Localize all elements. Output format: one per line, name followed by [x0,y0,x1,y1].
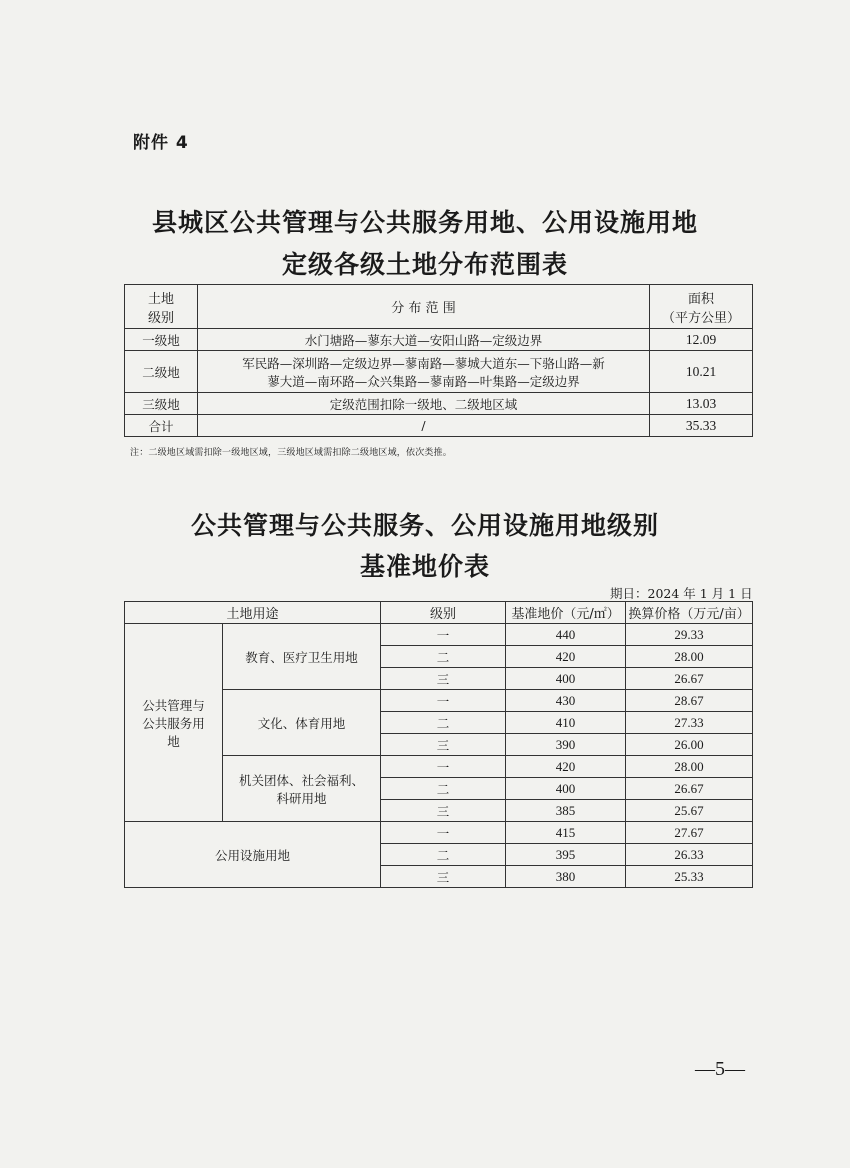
attachment-label: 附件 4 [133,133,189,153]
row-price: 420 [506,646,626,668]
row-level: 二 [381,646,506,668]
row-price: 385 [506,800,626,822]
row-area: 10.21 [650,351,753,393]
row-range: / [198,415,650,437]
row-price: 390 [506,734,626,756]
row-level: 二 [381,778,506,800]
group-label-line1: 公共管理与 [142,697,205,713]
header-land-use: 土地用途 [125,602,381,624]
row-price: 415 [506,822,626,844]
table2-title-line1: 公共管理与公共服务、公用设施用地级别 [190,511,659,540]
header-range: 分 布 范 围 [198,285,650,329]
row-level: 二 [381,712,506,734]
table-row [125,624,753,646]
row-converted: 25.67 [626,800,753,822]
row-range-line2: 蓼大道—南环路—众兴集路—蓼南路—叶集路—定级边界 [267,373,580,389]
row-area: 12.09 [650,329,753,351]
row-converted: 26.33 [626,844,753,866]
header-area-line1: 面积 [687,291,714,307]
row-level: 三 [381,734,506,756]
table-row [125,393,753,415]
row-range: 定级范围扣除一级地、二级地区域 [198,393,650,415]
subcategory-culture-sports: 文化、体育用地 [223,690,381,756]
row-converted: 28.67 [626,690,753,712]
row-price: 420 [506,756,626,778]
row-price: 400 [506,668,626,690]
row-level: 一 [381,690,506,712]
row-level: 合计 [125,415,198,437]
header-land-level-line1: 土地 [147,291,174,307]
row-converted: 25.33 [626,866,753,888]
row-level: 一 [381,822,506,844]
row-level: 一 [381,756,506,778]
distribution-range-table [124,284,753,437]
row-level: 三 [381,866,506,888]
header-area-line2: （平方公里） [661,310,740,326]
land-use-group-public-service [125,624,223,822]
row-range: 水门塘路—蓼东大道—安阳山路—定级边界 [198,329,650,351]
row-converted: 28.00 [626,646,753,668]
row-range [198,351,650,393]
table1-note: 注：二级地区域需扣除一级地区域，三级地区域需扣除二级地区域，依次类推。 [130,448,453,458]
table-header-row [125,602,753,624]
row-price: 395 [506,844,626,866]
row-level: 三 [381,668,506,690]
group-label-line3: 地 [167,733,180,749]
land-use-group-utilities: 公用设施用地 [125,822,381,888]
row-converted: 26.67 [626,668,753,690]
row-converted: 26.00 [626,734,753,756]
row-range-line1: 军民路—深圳路—定级边界—蓼南路—蓼城大道东—下骆山路—新 [242,355,605,371]
valuation-date: 期日：2024 年 1 月 1 日 [610,586,753,601]
table-row [125,351,753,393]
row-converted: 27.67 [626,822,753,844]
row-converted: 26.67 [626,778,753,800]
row-level: 三级地 [125,393,198,415]
row-area: 35.33 [650,415,753,437]
table-row-total [125,415,753,437]
row-level: 二级地 [125,351,198,393]
subcategory-line1: 机关团体、社会福利、 [239,772,365,788]
header-land-level-line2: 级别 [147,310,174,326]
table-row [125,822,753,844]
header-area [650,285,753,329]
row-price: 400 [506,778,626,800]
header-benchmark-price: 基准地价（元/㎡） [506,602,626,624]
header-land-level [125,285,198,329]
table1-title-line2: 定级各级土地分布范围表 [281,250,568,279]
group-label-line2: 公共服务用 [142,715,205,731]
row-level: 一 [381,624,506,646]
row-price: 440 [506,624,626,646]
header-converted-price: 换算价格（万元/亩） [626,602,753,624]
subcategory-line2: 科研用地 [276,790,327,806]
row-price: 410 [506,712,626,734]
row-level: 二 [381,844,506,866]
table-row [125,329,753,351]
row-level: 三 [381,800,506,822]
row-price: 380 [506,866,626,888]
row-price: 430 [506,690,626,712]
table2-title-line2: 基准地价表 [359,552,490,581]
header-level: 级别 [381,602,506,624]
subcategory-education-medical: 教育、医疗卫生用地 [223,624,381,690]
row-converted: 29.33 [626,624,753,646]
row-converted: 27.33 [626,712,753,734]
row-level: 一级地 [125,329,198,351]
row-converted: 28.00 [626,756,753,778]
row-area: 13.03 [650,393,753,415]
subcategory-government-welfare-research [223,756,381,822]
table-header-row [125,285,753,329]
page-number: —5— [695,1058,745,1080]
benchmark-price-table [124,601,753,888]
table1-title-line1: 县城区公共管理与公共服务用地、公用设施用地 [151,208,698,237]
